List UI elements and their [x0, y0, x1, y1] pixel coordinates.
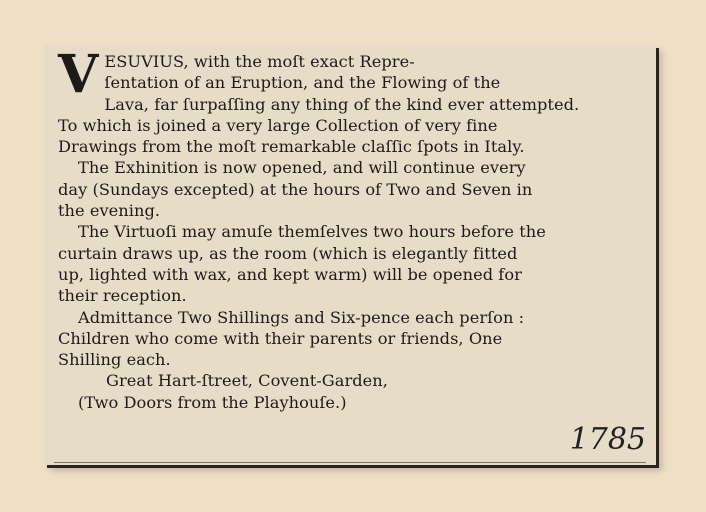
text-line: (Two Doors from the Playhouſe.) [78, 392, 347, 412]
drop-cap: V [58, 44, 99, 105]
text-line: Shilling each. [58, 350, 171, 370]
text-line: ſentation of an Eruption, and the Flowing of the [104, 73, 501, 93]
text-line: Drawings from the moſt remarkable claſſic ſpots in Italy. [58, 137, 525, 157]
text-line: their reception. [58, 286, 187, 306]
text-line: The Virtuoſi may amuſe themſelves two hours before the [78, 222, 546, 242]
handwritten-year: 1785 [569, 422, 646, 457]
text-line: curtain draws up, as the room (which is elegantly fitted [58, 243, 518, 263]
bottom-rule [54, 462, 646, 463]
text-line: ESUVIUS, with the moſt exact Repre- [104, 52, 415, 71]
text-line: Children who come with their parents or friends, One [58, 328, 503, 348]
text-line: the evening. [58, 201, 161, 221]
newspaper-clipping [44, 45, 656, 465]
text-line: day (Sundays excepted) at the hours of Two and Seven in [58, 179, 533, 199]
text-line: up, lighted with wax, and kept warm) will be opened for [58, 264, 522, 284]
text-line: Admittance Two Shillings and Six-pence each perſon : [78, 307, 525, 327]
text-line: The Exhinition is now opened, and will continue every [78, 158, 526, 178]
text-line: Great Hart-ſtreet, Covent-Garden, [106, 371, 388, 391]
text-line: To which is joined a very large Collection of very fine [58, 115, 498, 135]
text-line: Lava, far ſurpaſſing any thing of the kind ever attempted. [104, 94, 580, 114]
advertisement-text [58, 44, 646, 413]
